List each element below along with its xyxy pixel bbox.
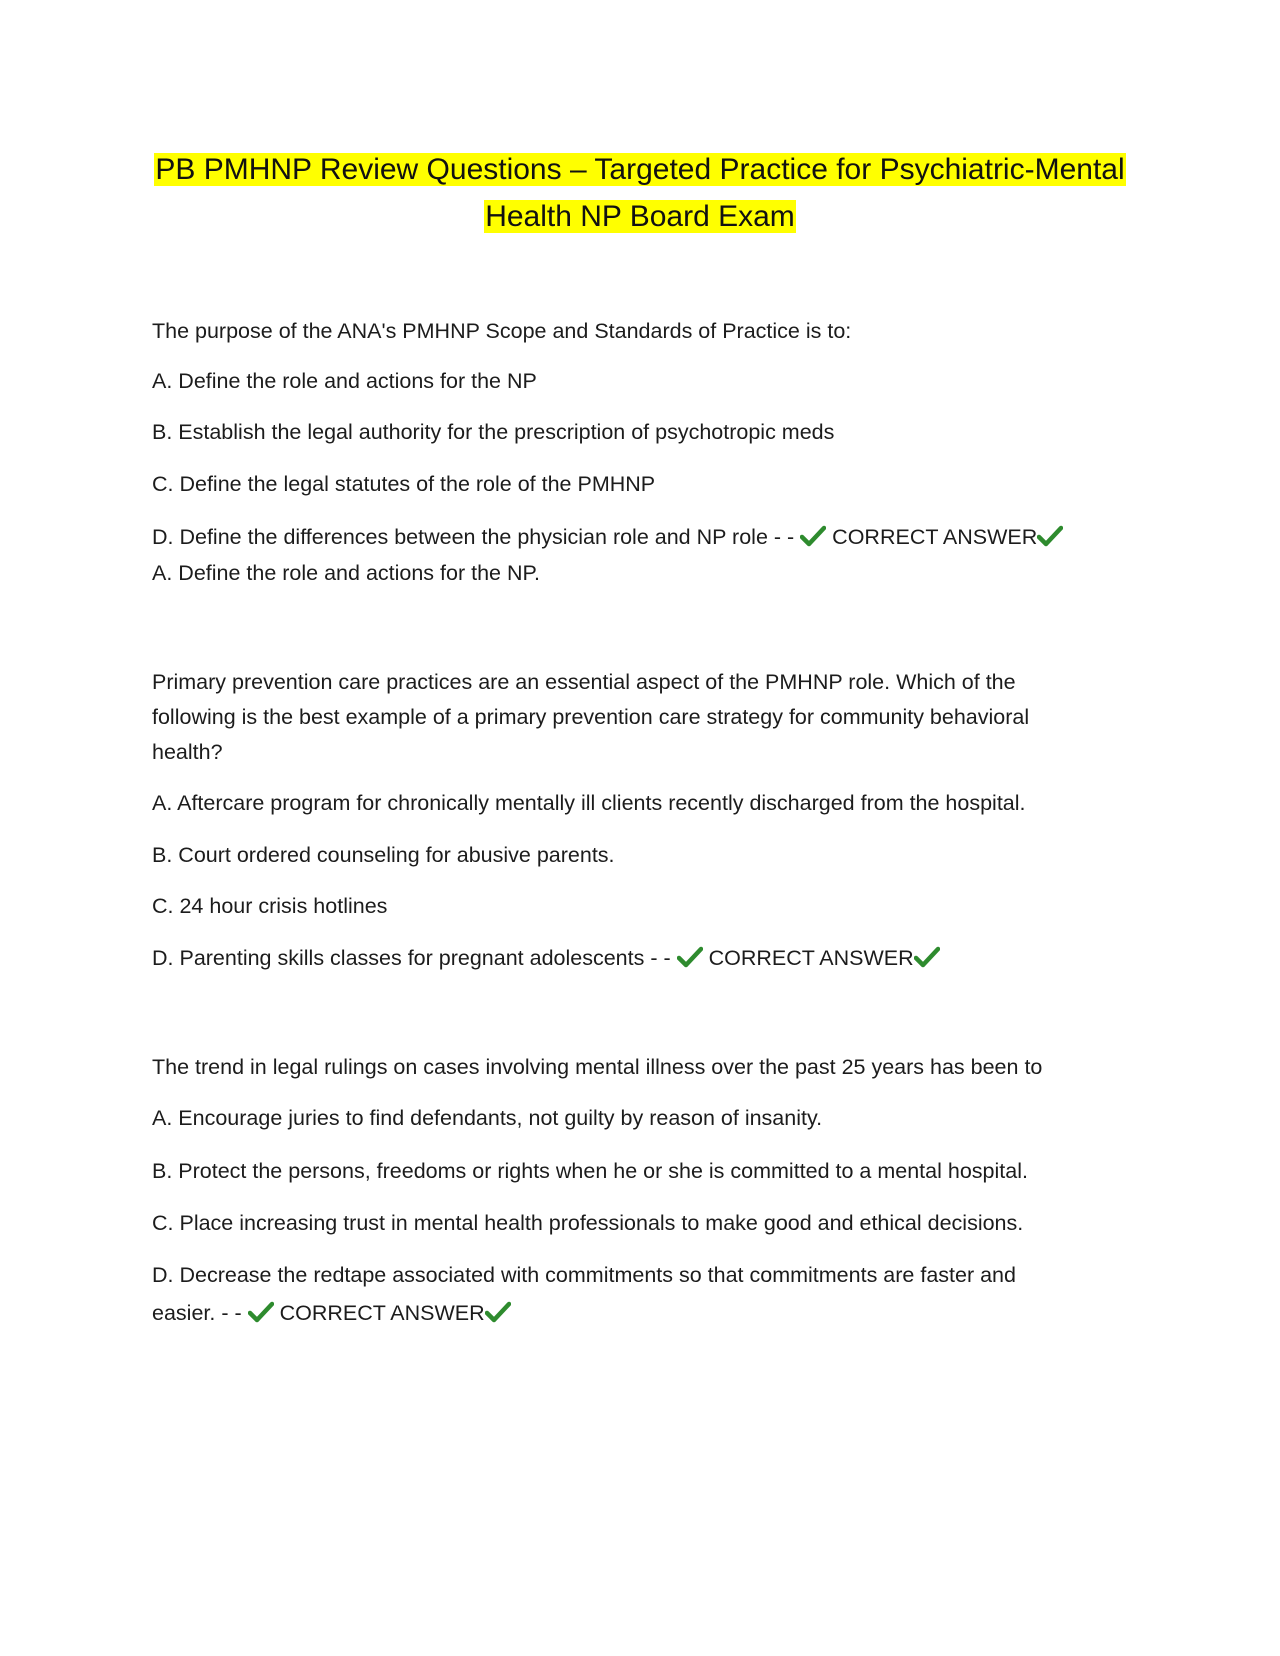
check-icon	[1037, 525, 1063, 547]
question-1-option-d: D. Define the differences between the physician role and NP role	[152, 525, 768, 549]
question-1-stem: The purpose of the ANA's PMHNP Scope and Standards of Practice is to:	[152, 319, 852, 343]
question-2-stem-line-1: Primary prevention care practices are an essential aspect of the PMHNP role. Which of the	[152, 670, 1016, 694]
answer-separator: - -	[650, 946, 671, 970]
question-1-answer: A. Define the role and actions for the NP.	[152, 561, 541, 585]
correct-answer-label: CORRECT ANSWER	[708, 946, 914, 970]
question-2-option-a: A. Aftercare program for chronically mentally ill clients recently discharged from the hospital.	[152, 791, 1026, 815]
question-1-option-a: A. Define the role and actions for the NP	[152, 369, 537, 393]
question-3-option-a: A. Encourage juries to find defendants, not guilty by reason of insanity.	[152, 1106, 823, 1130]
question-1-option-b: B. Establish the legal authority for the prescription of psychotropic meds	[152, 420, 835, 444]
question-3-option-d-line-2	[152, 1296, 1152, 1330]
question-2-option-c: C. 24 hour crisis hotlines	[152, 894, 388, 918]
question-3-stem: The trend in legal rulings on cases involving mental illness over the past 25 years has been to	[152, 1055, 1043, 1079]
question-3-option-b: B. Protect the persons, freedoms or rights when he or she is committed to a mental hospital.	[152, 1159, 1028, 1183]
check-icon	[485, 1301, 511, 1323]
question-2-option-d-line	[152, 941, 1152, 975]
question-2-stem-line-3: health?	[152, 740, 223, 764]
title-line-1: PB PMHNP Review Questions – Targeted Practice for Psychiatric-Mental	[155, 153, 1125, 186]
check-icon	[914, 946, 940, 968]
question-2-option-b: B. Court ordered counseling for abusive parents.	[152, 843, 615, 867]
answer-separator: - -	[221, 1301, 242, 1325]
check-icon	[248, 1301, 274, 1323]
question-3-option-d: D. Decrease the redtape associated with commitments so that commitments are faster and	[152, 1263, 1016, 1287]
question-3-option-c: C. Place increasing trust in mental health professionals to make good and ethical decisions.	[152, 1211, 1024, 1235]
question-1-option-c: C. Define the legal statutes of the role of the PMHNP	[152, 472, 656, 496]
check-icon	[800, 525, 826, 547]
correct-answer-label: CORRECT ANSWER	[832, 525, 1038, 549]
question-3-option-d-continuation: easier.	[152, 1301, 216, 1325]
document-title	[140, 146, 1140, 240]
answer-separator: - -	[773, 525, 795, 549]
question-1-option-d-line	[152, 520, 1152, 554]
title-line-2: Health NP Board Exam	[485, 200, 795, 233]
question-2-option-d: D. Parenting skills classes for pregnant adolescents	[152, 946, 645, 970]
question-2-stem-line-2: following is the best example of a primary prevention care strategy for community behavioral	[152, 705, 1030, 729]
check-icon	[677, 946, 703, 968]
correct-answer-label: CORRECT ANSWER	[279, 1301, 485, 1325]
